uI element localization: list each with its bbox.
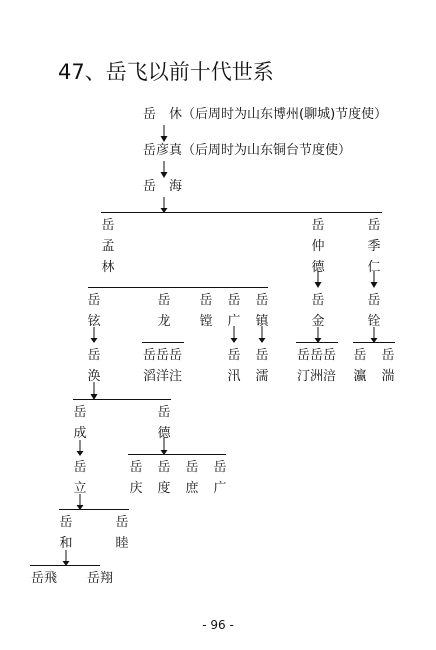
gen6-yue-ying: 岳瀛 xyxy=(353,348,367,384)
gen8-yue-li: 岳立 xyxy=(73,460,87,496)
gen5-yue-long: 岳龙 xyxy=(157,293,171,329)
page-number: - 96 - xyxy=(202,618,234,632)
gen6-tao-yang-zhu: 滔洋注 xyxy=(143,369,183,384)
gen4-yue-zhongde: 岳仲德 xyxy=(311,218,325,275)
gen8-yue-guang: 岳广 xyxy=(213,460,227,496)
gen6-ting-zhou-fu: 汀洲涪 xyxy=(297,369,337,384)
gen5-yue-tang: 岳镗 xyxy=(199,293,213,329)
gen6-yue-row-b: 岳岳岳 xyxy=(297,348,337,363)
gen5-yue-jin: 岳金 xyxy=(311,293,325,329)
gen6-yue-ru: 岳濡 xyxy=(255,348,269,384)
gen7-yue-cheng: 岳成 xyxy=(73,405,87,441)
gen6-yue-tuan: 岳湍 xyxy=(381,348,395,384)
gen5-yue-guang: 岳广 xyxy=(227,293,241,329)
gen9-yue-he: 岳和 xyxy=(59,515,73,551)
gen10-yue-fei: 岳飛 xyxy=(31,571,58,586)
gen1-yue-xiu: 岳 休（后周时为山东博州(聊城)节度使） xyxy=(143,107,388,122)
gen10-yue-xiang: 岳翔 xyxy=(87,571,114,586)
gen4-yue-jiren: 岳季仁 xyxy=(367,218,381,275)
gen4-yue-menglin: 岳孟林 xyxy=(101,218,115,275)
gen8-yue-shu: 岳庶 xyxy=(185,460,199,496)
gen8-yue-qing: 岳庆 xyxy=(129,460,143,496)
gen5-yue-quan: 岳铨 xyxy=(367,293,381,329)
gen3-yue-hai: 岳 海 xyxy=(143,179,183,194)
gen9-yue-mu: 岳睦 xyxy=(115,515,129,551)
gen2-yue-yanzhen: 岳彦真（后周时为山东铜台节度使） xyxy=(143,143,352,158)
page-title: 47、岳飞以前十代世系 xyxy=(58,60,274,84)
gen8-yue-du: 岳度 xyxy=(157,460,171,496)
gen5-yue-zhen: 岳镇 xyxy=(255,293,269,329)
gen6-yue-row-a: 岳岳岳 xyxy=(143,348,183,363)
gen5-yue-xuan: 岳铉 xyxy=(87,293,101,329)
gen6-yue-huan: 岳涣 xyxy=(87,348,101,384)
gen6-yue-xun: 岳汛 xyxy=(227,348,241,384)
gen7-yue-de: 岳德 xyxy=(157,405,171,441)
